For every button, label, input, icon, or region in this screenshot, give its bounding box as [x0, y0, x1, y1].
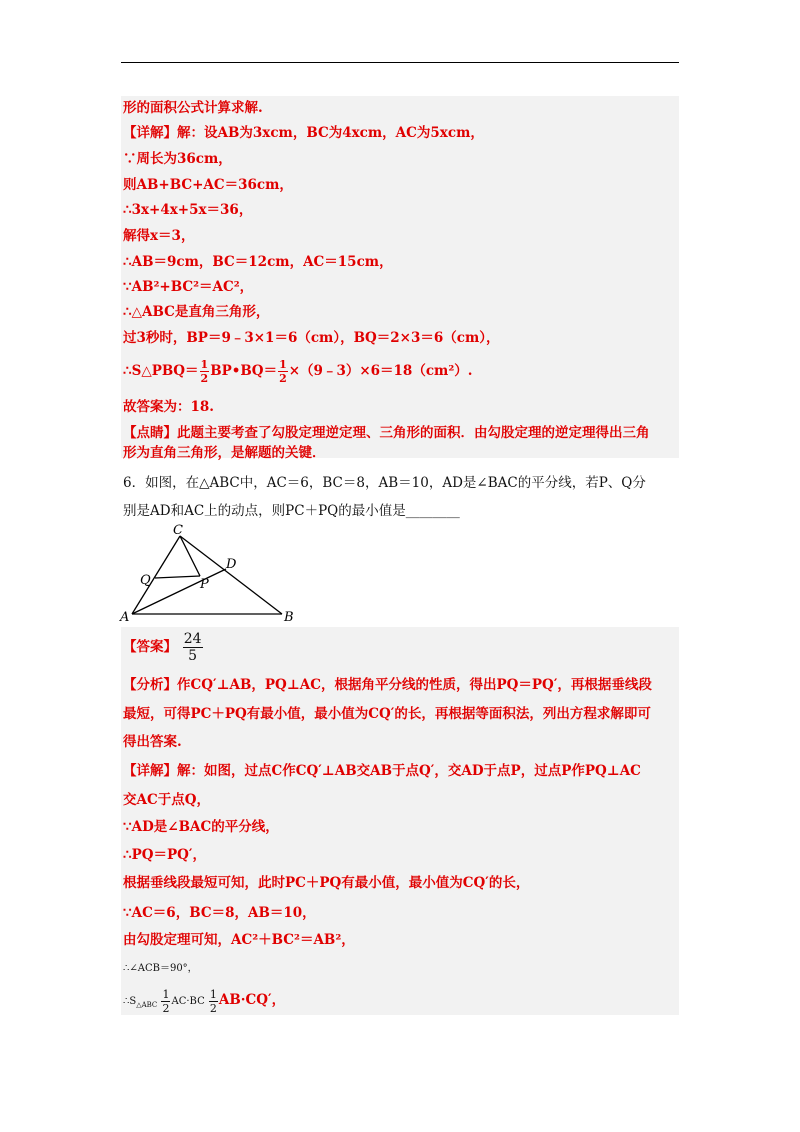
analysis-tag: 【分析】 [123, 677, 177, 693]
header-rule [121, 62, 679, 63]
answer-fraction: $\frac{24}{5}$ [183, 631, 202, 664]
analysis-line: 【分析】作CQ′⊥AB，PQ⊥AC，根据角平分线的性质，得出PQ＝PQ′，再根据垂线段 [123, 677, 652, 693]
fraction: $\frac{1}{2}$ [162, 988, 170, 1015]
label-P: P [200, 577, 209, 592]
text-line: 过3秒时，BP＝9﹣3×1＝6（cm），BQ＝2×3＝6（cm）， [123, 330, 500, 346]
detail-line: 根据垂线段最短可知，此时PC＋PQ有最小值，最小值为CQ′的长， [123, 875, 530, 891]
fraction: $\frac{1}{2}$ [200, 358, 209, 385]
detail-tag: 【详解】 [123, 763, 177, 779]
triangle-figure [118, 524, 298, 624]
text-line: ∴△ABC是直角三角形， [123, 304, 270, 320]
text-line: 则AB+BC+AC＝36cm， [123, 177, 293, 193]
label-B: B [284, 610, 294, 624]
text-line: 【点睛】此题主要考查了勾股定理逆定理、三角形的面积．由勾股定理的逆定理得出三角 [123, 425, 650, 441]
text-line: 形的面积公式计算求解. [123, 100, 263, 116]
detail-line: 由勾股定理可知，AC²＋BC²＝AB²， [123, 932, 355, 948]
detail-line: 【详解】解：如图，过点C作CQ′⊥AB交AB于点Q′，交AD于点P，过点P作PQ⊥AC [123, 763, 641, 779]
fraction: $\frac{1}{2}$ [279, 358, 287, 385]
text-line: ∴3x+4x+5x＝36， [123, 202, 253, 218]
detail-line: ∴PQ＝PQ′， [123, 847, 206, 863]
text-line: 【详解】解：设AB为3xcm，BC为4xcm，AC为5xcm， [123, 125, 484, 141]
detail-line: ∵AC＝6，BC＝8，AB＝10， [123, 905, 316, 921]
text-line: ∵周长为36cm， [123, 151, 232, 167]
analysis-line: 得出答案. [123, 734, 182, 750]
fraction: $\frac{1}{2}$ [209, 988, 217, 1015]
remark-tag: 【点睛】 [123, 425, 177, 441]
text-line: 形为直角三角形，是解题的关键． [123, 445, 326, 461]
text-line: ∴AB＝9cm，BC＝12cm，AC＝15cm， [123, 254, 393, 270]
text-line: 解得x＝3， [123, 228, 195, 244]
answer-tag: 【答案】 [123, 639, 177, 655]
label-A: A [120, 610, 130, 624]
question-line: 别是AD和AC上的动点，则PC＋PQ的最小值是________ [123, 503, 460, 519]
detail-tag: 【详解】 [123, 125, 177, 141]
detail-line: ∴∠ACB＝90°， [123, 963, 198, 974]
text-line: 故答案为：18. [123, 399, 214, 415]
label-Q: Q [140, 573, 151, 588]
answer-line [123, 632, 204, 663]
text-line: ∴S△PBQ＝ $\frac{1}{2}$ BP•BQ＝ $\frac{1}{2}$ ×（9﹣3）×6＝18（cm²）. [123, 358, 473, 385]
analysis-line: 最短，可得PC＋PQ有最小值，最小值为CQ′的长，再根据等面积法，列出方程求解即可 [123, 706, 651, 722]
detail-line: ∵AD是∠BAC的平分线， [123, 819, 279, 835]
question-line: 6．如图，在△ABC中，AC＝6，BC＝8，AB＝10，AD是∠BAC的平分线，若P、Q分 [123, 475, 646, 491]
detail-line: $\therefore S_{\triangle ABC}$ $\frac{1}{2}$ AC·BC $\frac{1}{2}$ AB·CQ′， [123, 988, 286, 1015]
label-D: D [226, 557, 237, 572]
label-C: C [173, 524, 183, 538]
detail-line: 交AC于点Q， [123, 792, 210, 808]
text-line: ∵AB²+BC²＝AC²， [123, 279, 254, 295]
